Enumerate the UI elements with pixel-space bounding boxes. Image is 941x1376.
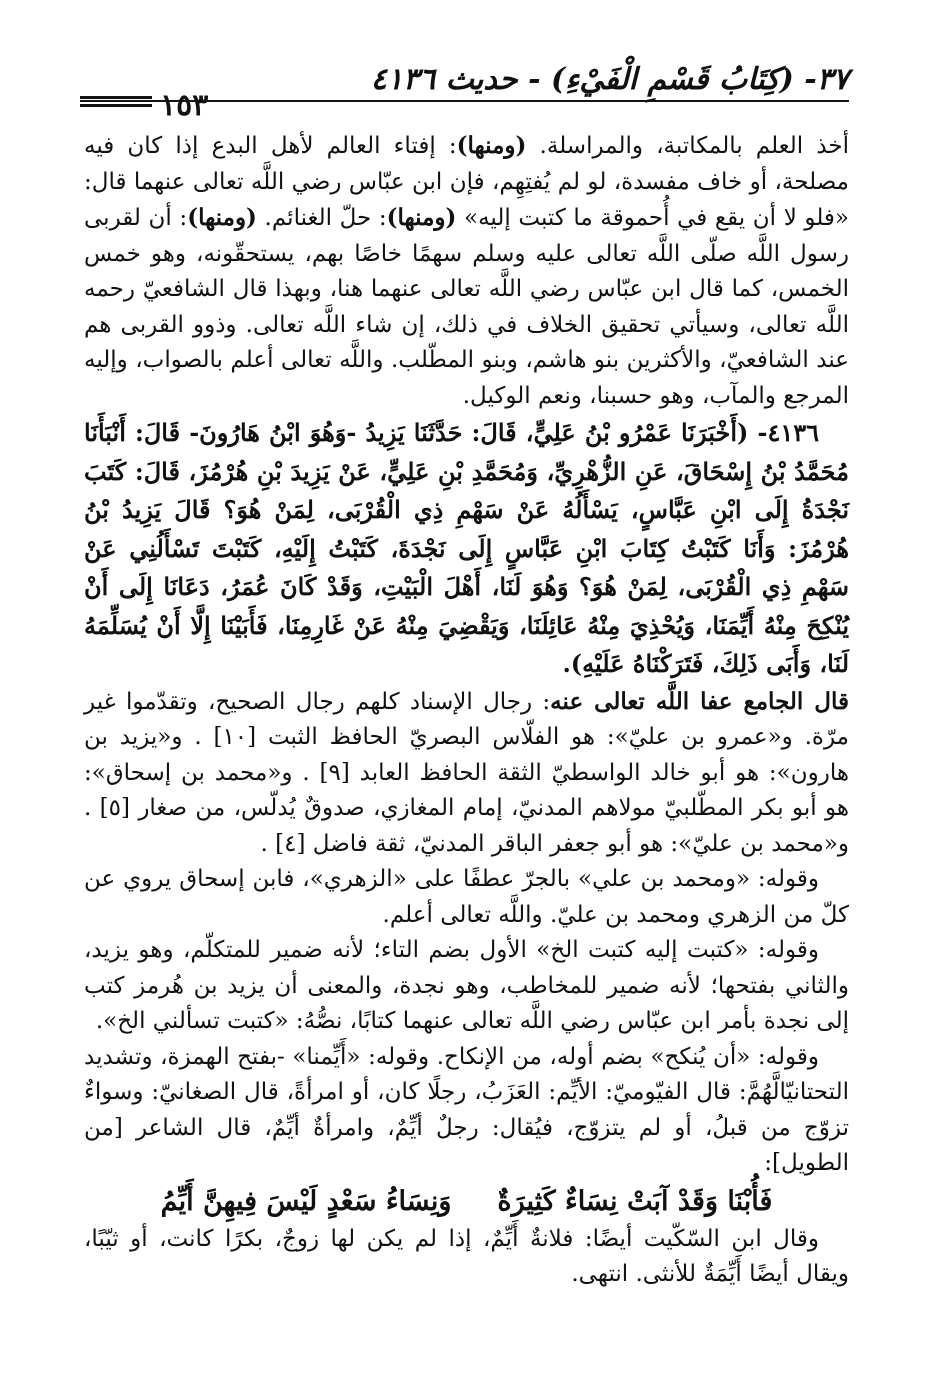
paragraph-commentary-3: وقوله: «أن يُنكح» بضم أوله، من الإنكاح. وقوله: «أَيِّمنا» -بفتح الهمزة، وتشديد التحتانيّالَّهُمَّ: قال الفيّوميّ: الأيِّم: العَزَبُ، رجلًا كان، أو امرأةً، قال الصغانيّ: وسواءٌ تزوّج من قبلُ، أو لم يتزوّج، فيُقال: رجلٌ أيِّمٌ، وامرأةٌ أيِّمٌ، قال الشاعر [من الطويل]: xyxy=(84,1043,849,1176)
page-number-block xyxy=(80,88,280,123)
paragraph-benefits: أخذ العلم بالمكاتبة، والمراسلة. (ومنها): إفتاء العالم لأهل البدع إذا كان فيه مصلحة، أو خاف مفسدة، لو لم يُفتِهِم، فإن ابن عبّاس رضي اللَّه تعالى عنهما قال: «فلو لا أن يقع في أُحموقة ما كتبت إليه» (ومنها): حلّ الغنائم. (ومنها): أن لقربى رسول اللَّه صلّى اللَّه تعالى عليه وسلم سهمًا خاصًا بهم، يستحقّونه، وهو خمس الخمس، كما قال ابن عبّاس رضي اللَّه تعالى عنهما هنا، وبهذا قال الشافعيّ رحمه اللَّه تعالى، وسيأتي تحقيق الخلاف في ذلك، إن شاء اللَّه تعالى. وذوو القربى هم عند الشافعيّ، والأكثرين بنو هاشم، وبنو المطّلب. واللَّه تعالى أعلم بالصواب، وإليه المرجع والمآب، وهو حسبنا، ونعم الوكيل. xyxy=(84,132,849,409)
page-header xyxy=(80,48,849,123)
verse-second-hemistich: وَنِسَاءُ سَعْدٍ لَيْسَ فِيهِنَّ أَيِّمُ xyxy=(160,1185,452,1217)
page-number: ١٥٣ xyxy=(160,88,209,123)
paragraph-commentary-4: وقال ابن السّكّيت أيضًا: فلانةٌ أَيِّمٌ، إذا لم يكن لها زوجٌ، بكرًا كانت، أو ثيّبًا، ويقال أيضًا أَيِّمَةٌ للأنثى. انتهى. xyxy=(84,1225,849,1287)
verse-first-hemistich: فَأُبْنَا وَقَدْ آبَتْ نِسَاءٌ كَثِيرَةٌ xyxy=(497,1185,773,1217)
paragraph-narrators: قال الجامع عفا اللَّه تعالى عنه: رجال الإسناد كلهم رجال الصحيح، وتقدّموا غير مرّة. و«عمرو بن عليّ»: هو الفلّاس البصريّ الحافظ الثبت [١٠] . و«يزيد بن هارون»: هو أبو خالد الواسطيّ الثقة الحافظ العابد [٩] . و«محمد بن إسحاق»: هو أبو بكر المطّلبيّ مولاهم المدنيّ، إمام المغازي، صدوقٌ يُدلّس، من صغار [٥] . و«محمد بن عليّ»: هو أبو جعفر الباقر المدنيّ، ثقة فاضل [٤] . xyxy=(84,687,850,857)
hadith-text: ٤١٣٦- (أَخْبَرَنَا عَمْرُو بْنُ عَلِيٍّ، قَالَ: حَدَّثَنَا يَزِيدُ -وَهُوَ ابْنُ هَارُونَ- قَالَ: أَنْبَأَنَا مُحَمَّدُ بْنُ إِسْحَاقَ، عَنِ الزُّهْرِيِّ، وَمُحَمَّدِ بْنِ عَلِيٍّ، عَنْ يَزِيدَ بْنِ هُرْمُزَ، قَالَ: كَتَبَ نَجْدَةُ إِلَى ابْنِ عَبَّاسٍ، يَسْأَلُهُ عَنْ سَهْمِ ذِي الْقُرْبَى، لِمَنْ هُوَ؟ قَالَ يَزِيدُ بْنُ هُرْمُزَ: وَأَنَا كَتَبْتُ كِتَابَ ابْنِ عَبَّاسٍ إِلَى نَجْدَةَ، كَتَبْتُ إِلَيْهِ، كَتَبْتَ تَسْأَلُنِي عَنْ سَهْمِ ذِي الْقُرْبَى، لِمَنْ هُوَ؟ وَهُوَ لَنَا، أَهْلَ الْبَيْتِ، وَقَدْ كَانَ عُمَرُ، دَعَانَا إِلَى أَنْ يُنْكِحَ مِنْهُ أَيِّمَنَا، وَيُحْذِيَ مِنْهُ عَائِلَنَا، وَيَقْضِيَ مِنْهُ عَنْ غَارِمِنَا، فَأَبَيْنَا إِلَّا أَنْ يُسَلِّمَهُ لَنَا، وَأَبَى ذَلِكَ، فَتَرَكْنَاهُ عَلَيْهِ). xyxy=(84,418,849,678)
paragraph-commentary-1: وقوله: «ومحمد بن علي» بالجرّ عطفًا على «الزهري»، فابن إسحاق يروي عن كلّ من الزهري ومحمد بن عليّ. واللَّه تعالى أعلم. xyxy=(84,866,849,928)
page-body xyxy=(84,128,849,1293)
chapter-title: ٣٧- (كِتَابُ قَسْمِ الْفَيْءِ) - حديث ٤١٣٦ xyxy=(370,62,849,97)
poetry-verse xyxy=(84,1182,849,1222)
page-number-rule xyxy=(80,96,152,112)
paragraph-commentary-2: وقوله: «كتبت إليه كتبت الخ» الأول بضم التاء؛ لأنه ضمير للمتكلّم، وهو يزيد، والثاني بفتحها؛ لأنه ضمير للمخاطب، وهو نجدة، والمعنى أن يزيد بن هُرمز كتب إلى نجدة بأمر ابن عبّاس رضي اللَّه تعالى عنهما كتابًا، نصُّهُ: «كتبت تسألني الخ». xyxy=(84,937,849,1034)
